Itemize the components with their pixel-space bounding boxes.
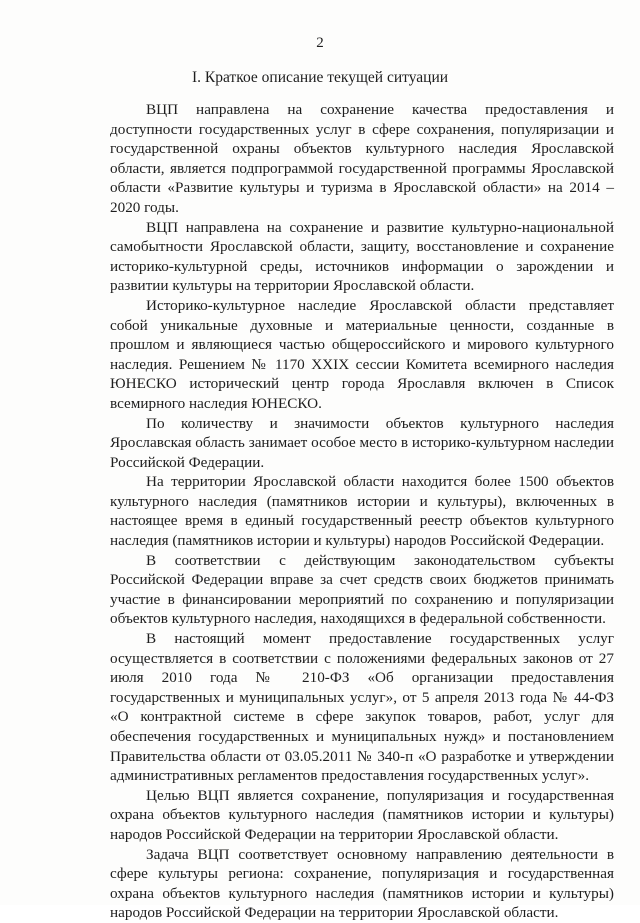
document-body — [110, 100, 614, 923]
page-number: 2 — [316, 35, 324, 51]
paragraph-1: ВЦП направлена на сохранение качества предоставления и доступности государственных услуг в сфере сохранения, популяризации и государственной охраны объектов культурного наследия Ярославской области, является подпрограммой государственной программы Ярославской области «Развитие культуры и туризма в Ярославской области» на 2014 – 2020 годы. — [110, 101, 614, 216]
paragraph-2: ВЦП направлена на сохранение и развитие культурно-национальной самобытности Ярославской области, защиту, восстановление и сохранение историко-культурной среды, источников информации о зарождении и развитии культуры на территории Ярославской области. — [110, 218, 614, 295]
paragraph-9: Задача ВЦП соответствует основному направлению деятельности в сфере культуры региона: сохранение, популяризация и государственная охрана объектов культурного наследия (памятников истории и культуры) народов Российской Федерации на территории Ярославской области. — [110, 845, 614, 922]
paragraph-6: В соответствии с действующим законодательством субъекты Российской Федерации вправе за счет средств своих бюджетов принимать участие в финансировании мероприятий по сохранению и популяризации объектов культурного наследия, находящихся в федеральной собственности. — [110, 551, 614, 628]
section-heading: I. Краткое описание текущей ситуации — [191, 69, 449, 86]
paragraph-7: В настоящий момент предоставление государственных услуг осуществляется в соответствии с положениями федеральных законов от 27 июля 2010 года № 210-ФЗ «Об организации предоставления государственных и муниципальных услуг», от 5 апреля 2013 года № 44-ФЗ «О контрактной системе в сфере закупок товаров, работ, услуг для обеспечения государственных и муниципальных нужд» и постановлением Правительства области от 03.05.2011 № 340-п «О разработке и утверждении административных регламентов предоставления государственных услуг». — [110, 630, 614, 785]
paragraph-3: Историко-культурное наследие Ярославской области представляет собой уникальные духовные и материальные ценности, созданные в прошлом и являющиеся частью общероссийского и мирового культурного наследия. Решением № 1170 XXIX сессии Комитета всемирного наследия ЮНЕСКО исторический центр города Ярославля включен в Список всемирного наследия ЮНЕСКО. — [110, 296, 614, 412]
paragraph-5: На территории Ярославской области находится более 1500 объектов культурного наследия (памятников истории и культуры), включенных в настоящее время в единый государственный реестр объектов культурного наследия (памятников истории и культуры) народов Российской Федерации. — [110, 473, 614, 550]
paragraph-8: Целью ВЦП является сохранение, популяризация и государственная охрана объектов культурного наследия (памятников истории и культуры) народов Российской Федерации на территории Ярославской области. — [110, 786, 614, 843]
paragraph-4: По количеству и значимости объектов культурного наследия Ярославская область занимает особое место в историко-культурном наследии Российской Федерации. — [110, 414, 614, 471]
